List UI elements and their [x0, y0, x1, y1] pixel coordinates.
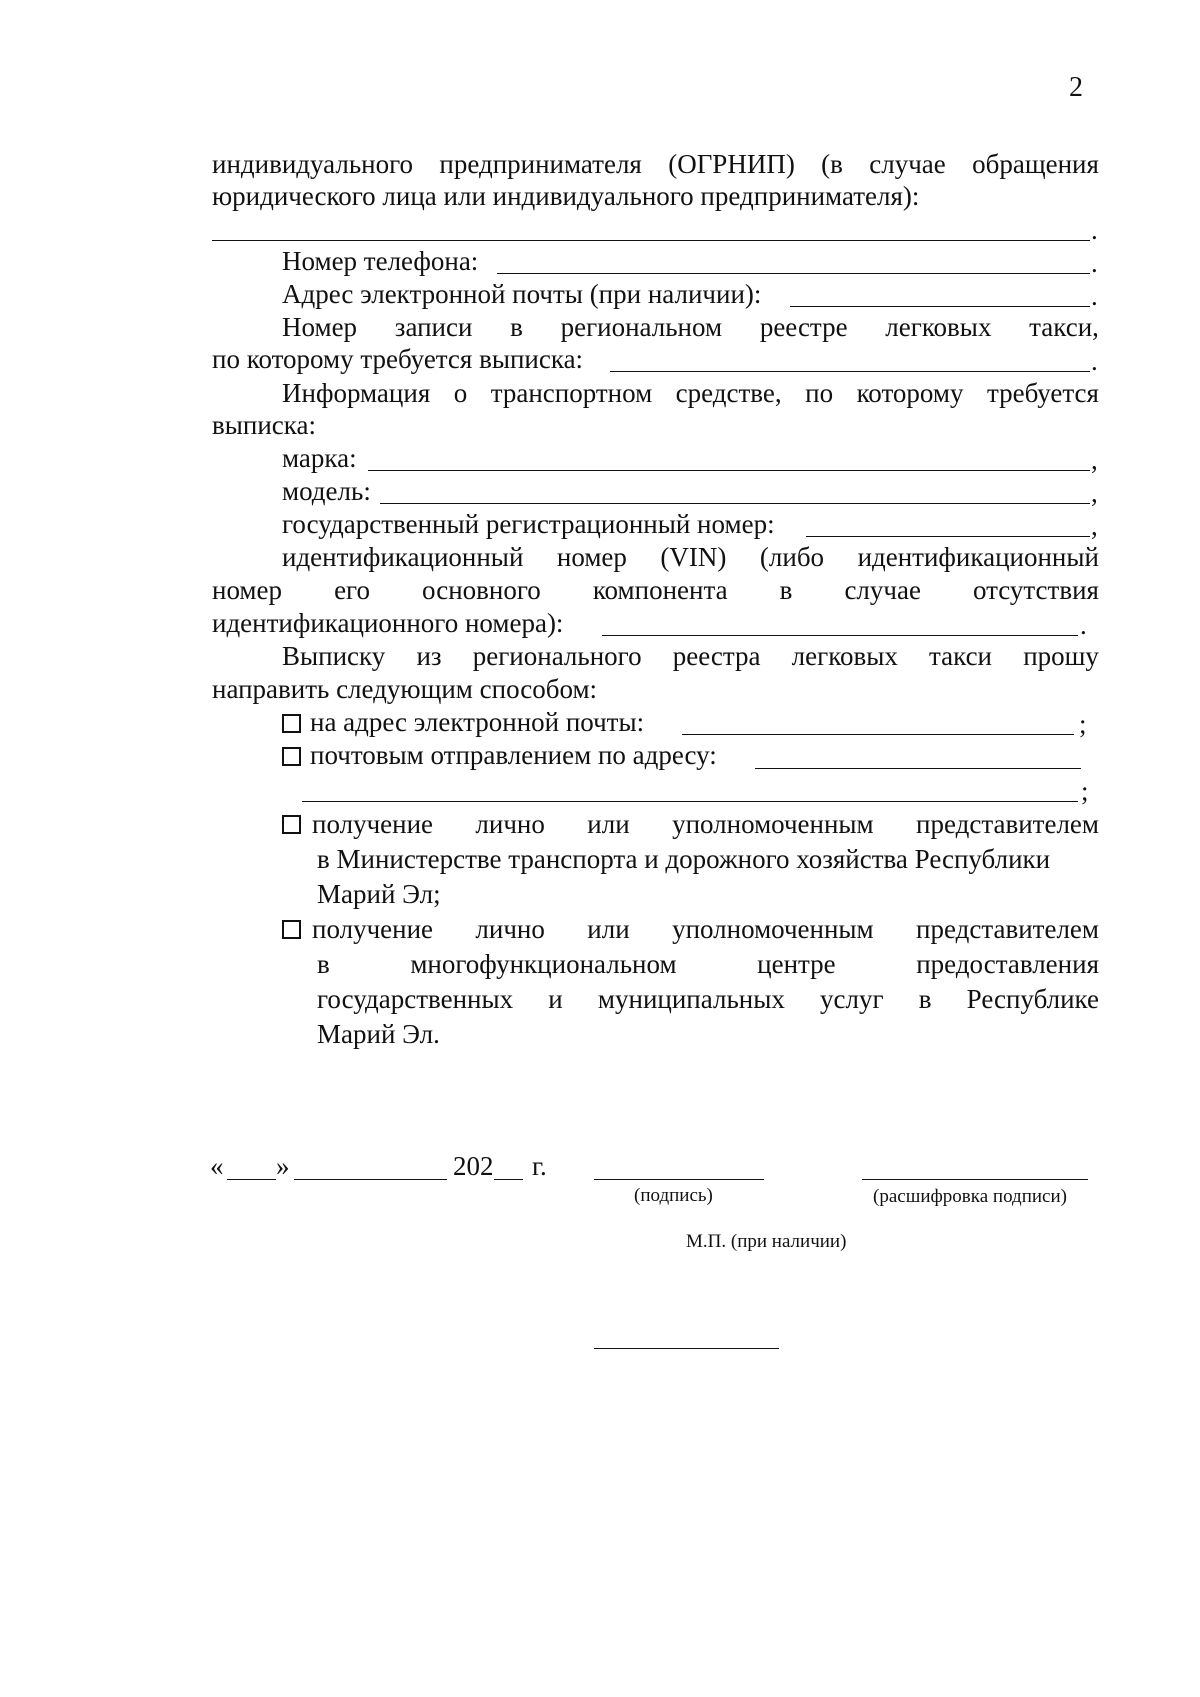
- period: .: [1091, 346, 1098, 376]
- date-year: 202: [453, 1151, 494, 1181]
- vin-line-2: [212, 574, 1099, 606]
- end-divider: [594, 1348, 779, 1349]
- brand-field[interactable]: [368, 470, 1090, 471]
- word: Выписку: [282, 641, 386, 671]
- option-email-label: на адрес электронной почты:: [310, 707, 645, 737]
- word: номер: [212, 575, 283, 605]
- word: предпринимателя: [439, 149, 642, 179]
- record-field[interactable]: [610, 371, 1090, 372]
- option-email-field[interactable]: [682, 734, 1074, 735]
- word: транспортном: [490, 378, 653, 408]
- option-post-field-2[interactable]: [302, 801, 1078, 802]
- comma: ,: [1091, 511, 1098, 541]
- phone-field[interactable]: [497, 273, 1090, 274]
- option-mfc-line-3: [317, 983, 1099, 1015]
- word: о: [453, 378, 468, 408]
- word: (в: [821, 149, 843, 179]
- word: региональном: [560, 312, 723, 342]
- record-line-1: [282, 311, 1099, 343]
- vin-label: идентификационного номера):: [212, 608, 564, 638]
- word: такси: [929, 641, 993, 671]
- record-label: по которому требуется выписка:: [212, 344, 584, 374]
- date-day-field[interactable]: [227, 1179, 276, 1180]
- vehicle-info-line-2: выписка:: [212, 410, 316, 440]
- word: прошу: [1023, 641, 1099, 671]
- date-quote-close: »: [276, 1151, 290, 1181]
- option-ministry-line-1: [312, 808, 1099, 840]
- signature-decoding-field[interactable]: [862, 1179, 1088, 1180]
- period: .: [1091, 215, 1098, 245]
- semicolon: ;: [1081, 776, 1089, 806]
- semicolon: ;: [1079, 709, 1087, 739]
- option-mfc-line-1: [312, 913, 1099, 945]
- word: муниципальных: [597, 984, 785, 1014]
- email-field[interactable]: [790, 306, 1090, 307]
- vin-field[interactable]: [602, 635, 1078, 636]
- model-field[interactable]: [380, 503, 1090, 504]
- checkbox-ministry[interactable]: [282, 815, 301, 834]
- word: требуется: [986, 378, 1099, 408]
- word: и: [548, 984, 563, 1014]
- option-ministry-line-2: в Министерстве транспорта и дорожного хозяйства Республики: [317, 844, 1051, 874]
- word: по: [805, 378, 834, 408]
- word: отсутствия: [973, 575, 1099, 605]
- word: средстве,: [675, 378, 782, 408]
- word: получение: [312, 809, 434, 839]
- word: реестре: [759, 312, 848, 342]
- delivery-intro-line-1: [282, 640, 1099, 672]
- signature-caption: (подпись): [634, 1185, 713, 1206]
- checkbox-email[interactable]: [282, 714, 301, 733]
- period: .: [1080, 610, 1087, 640]
- word: такси,: [1029, 312, 1099, 342]
- comma: ,: [1091, 445, 1098, 475]
- word: случае: [844, 575, 921, 605]
- word: или: [587, 914, 630, 944]
- email-label: Адрес электронной почты (при наличии):: [282, 279, 762, 309]
- option-mfc-line-2: [317, 948, 1099, 980]
- phone-label: Номер телефона:: [282, 246, 479, 276]
- word: уполномоченным: [672, 914, 874, 944]
- plate-label: государственный регистрационный номер:: [282, 509, 775, 539]
- word: государственных: [317, 984, 514, 1014]
- word: (ОГРНИП): [668, 149, 795, 179]
- word: в: [779, 575, 793, 605]
- option-post-field-1[interactable]: [755, 768, 1081, 769]
- word: идентификационный: [282, 542, 524, 572]
- option-email[interactable]: [282, 706, 644, 738]
- delivery-intro-line-2: направить следующим способом:: [212, 674, 598, 704]
- blank-ogrnip[interactable]: [212, 240, 1090, 241]
- date-year-field[interactable]: [494, 1179, 523, 1180]
- date-quote-open: «: [210, 1151, 224, 1181]
- word: центре: [757, 949, 836, 979]
- plate-field[interactable]: [806, 536, 1090, 537]
- word: его: [334, 575, 370, 605]
- period: .: [1091, 248, 1098, 278]
- decoding-caption: (расшифровка подписи): [873, 1186, 1067, 1207]
- word: представителем: [916, 809, 1099, 839]
- intro-line-2: юридического лица или индивидуального предпринимателя):: [212, 181, 920, 211]
- vehicle-info-line-1: [282, 377, 1099, 409]
- word: Республике: [966, 984, 1099, 1014]
- word: уполномоченным: [672, 809, 874, 839]
- checkbox-post[interactable]: [282, 747, 301, 766]
- word: представителем: [916, 914, 1099, 944]
- option-post-label: почтовым отправлением по адресу:: [310, 740, 717, 770]
- period: .: [1091, 281, 1098, 311]
- word: индивидуального: [212, 149, 414, 179]
- option-ministry-line-3: Марий Эл;: [317, 879, 441, 909]
- word: идентификационный: [857, 542, 1099, 572]
- word: многофункциональном: [410, 949, 677, 979]
- word: лично: [475, 914, 545, 944]
- date-year-suffix: г.: [532, 1151, 547, 1181]
- stamp-note: М.П. (при наличии): [686, 1231, 847, 1252]
- word: из: [416, 641, 442, 671]
- word: записи: [394, 312, 473, 342]
- word: (либо: [759, 542, 825, 572]
- word: в: [510, 312, 523, 342]
- word: случае: [869, 149, 946, 179]
- model-label: модель:: [282, 476, 371, 506]
- word: легковых: [885, 312, 992, 342]
- word: Информация: [282, 378, 431, 408]
- checkbox-mfc[interactable]: [282, 920, 301, 939]
- word: предоставления: [916, 949, 1099, 979]
- option-mfc-line-4: Марий Эл.: [317, 1019, 440, 1049]
- word: или: [587, 809, 630, 839]
- word: номер: [556, 542, 627, 572]
- word: (VIN): [660, 542, 727, 572]
- word: которому: [856, 378, 964, 408]
- page-number: 2: [1069, 72, 1083, 103]
- comma: ,: [1091, 478, 1098, 508]
- word: в: [317, 949, 330, 979]
- word: основного: [422, 575, 541, 605]
- word: обращения: [972, 149, 1099, 179]
- signature-field[interactable]: [594, 1179, 764, 1180]
- word: лично: [475, 809, 545, 839]
- intro-line-1: [212, 148, 1099, 180]
- word: Номер: [282, 312, 358, 342]
- word: реестра: [672, 641, 761, 671]
- word: получение: [312, 914, 434, 944]
- brand-label: марка:: [282, 443, 357, 473]
- word: компонента: [592, 575, 728, 605]
- word: услуг: [820, 984, 884, 1014]
- option-post[interactable]: [282, 739, 717, 771]
- word: легковых: [791, 641, 898, 671]
- vin-line-1: [282, 541, 1099, 573]
- word: регионального: [472, 641, 642, 671]
- date-month-field[interactable]: [294, 1179, 447, 1180]
- word: в: [918, 984, 932, 1014]
